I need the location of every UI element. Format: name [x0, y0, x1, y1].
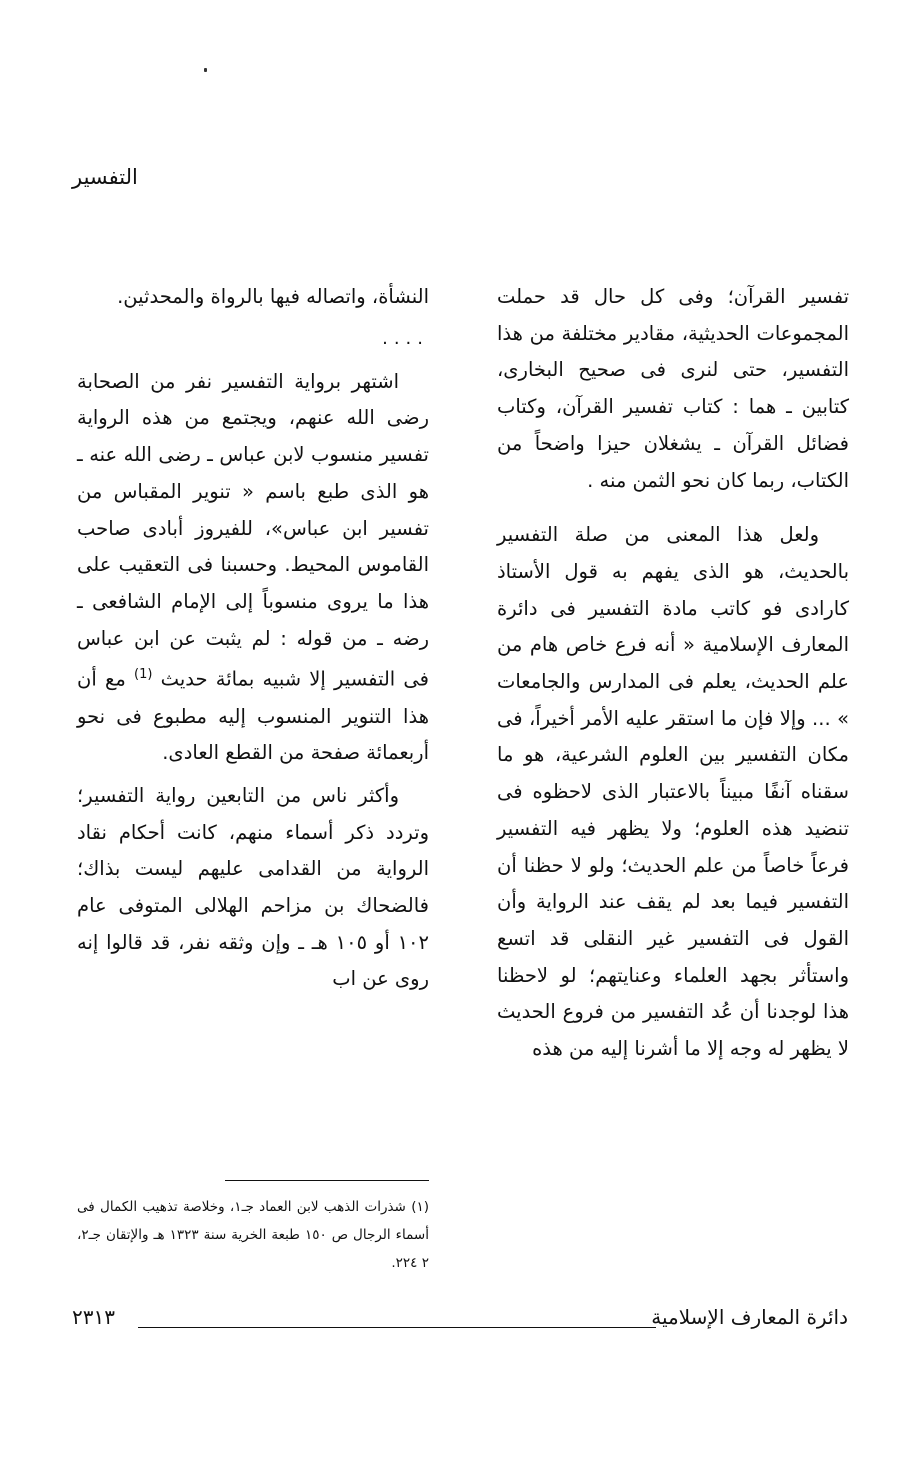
footnote: (١) شذرات الذهب لابن العماد جـ١، وخلاصة تذهيب الكمال فى أسماء الرجال ص ١٥٠ طبعة الخرية سنة ١٣٢٣ هـ والإتقان جـ٢، ٢ ٢٢٤.	[77, 1199, 430, 1271]
right-column	[497, 279, 849, 1068]
footer-title: دائرة المعارف الإسلامية	[651, 1305, 848, 1329]
running-head: التفسير	[72, 165, 138, 189]
paragraph: وأكثر ناس من التابعين رواية التفسير؛ وتردد ذكر أسماء منهم، كانت أحكام نقاد الرواية من القدامى عليهم ليست بذاك؛ فالضحاك بن مزاحم الهلالى المتوفى عام ١٠٢ أو ١٠٥ هـ ـ وإن وثقه نفر، قد قالوا إنه روى عن اب	[77, 783, 429, 991]
section-separator: ....	[382, 327, 429, 349]
left-column	[77, 279, 429, 998]
footnote-reference: (1)	[134, 667, 153, 683]
paragraph	[77, 364, 429, 772]
scan-mark	[204, 68, 207, 72]
paragraph: النشأة، واتصاله فيها بالرواة والمحدثين.	[117, 285, 429, 308]
page-footer	[72, 1305, 848, 1335]
paragraph-text: اشتهر برواية التفسير نفر من الصحابة رضى الله عنهم، ويجتمع من هذه الرواية تفسير منسوب لابن عباس ـ رضى الله عنه ـ هو الذى طبع باسم « تنوير المقباس من تفسير ابن عباس»، للفيروز أبادى صاحب القاموس المحيط. وحسبنا فى التعقيب على هذا ما يروى منسوباً إلى الإمام الشافعى ـ رضه ـ من قوله : لم يثبت عن ابن عباس فى التفسير إلا شبيه بمائة حديث	[77, 369, 429, 691]
paragraph: ولعل هذا المعنى من صلة التفسير بالحديث، هو الذى يفهم به قول الأستاذ كارادى فو كاتب مادة التفسير فى دائرة المعارف الإسلامية « أنه فرع خاص هام من علم الحديث، يعلم فى المدارس والجامعات » ... وإلا فإن ما استقر عليه الأمر أخيراً، فى مكان التفسير بين العلوم الشرعية، هو ما سقناه آنفًا مبيناً بالاعتبار الذى لاحظوه فى تنضيد هذه العلوم؛ ولا يظهر فيه التفسير فرعاً خاصاً من علم الحديث؛ ولو لا حظنا أن التفسير فيما بعد لم يقف عند الرواية وأن القول فى التفسير غير النقلى قد اتسع واستأثر بجهد العلماء وعنايتهم؛ لو لاحظنا هذا لوجدنا أن عُد التفسير من فروع الحديث لا يظهر له وجه إلا ما أشرنا إليه من هذه	[497, 523, 849, 1061]
paragraph: تفسير القرآن؛ وفى كل حال قد حملت المجموعات الحديثية، مقادير مختلفة من هذا التفسير، حتى لنرى فى صحيح البخارى، كتابين ـ هما : كتاب تفسير القرآن، وكتاب فضائل القرآن ـ يشغلان حيزا واضحاً من الكتاب، ربما كان نحو الثمن منه .	[497, 285, 849, 492]
page-number: ٢٣١٣	[72, 1305, 115, 1329]
footer-divider	[138, 1327, 656, 1328]
paragraph-text: مع أن هذا التنوير المنسوب إليه مطبوع فى نحو أربعمائة صفحة من القطع العادى.	[77, 667, 429, 765]
footnote-divider	[225, 1180, 429, 1181]
